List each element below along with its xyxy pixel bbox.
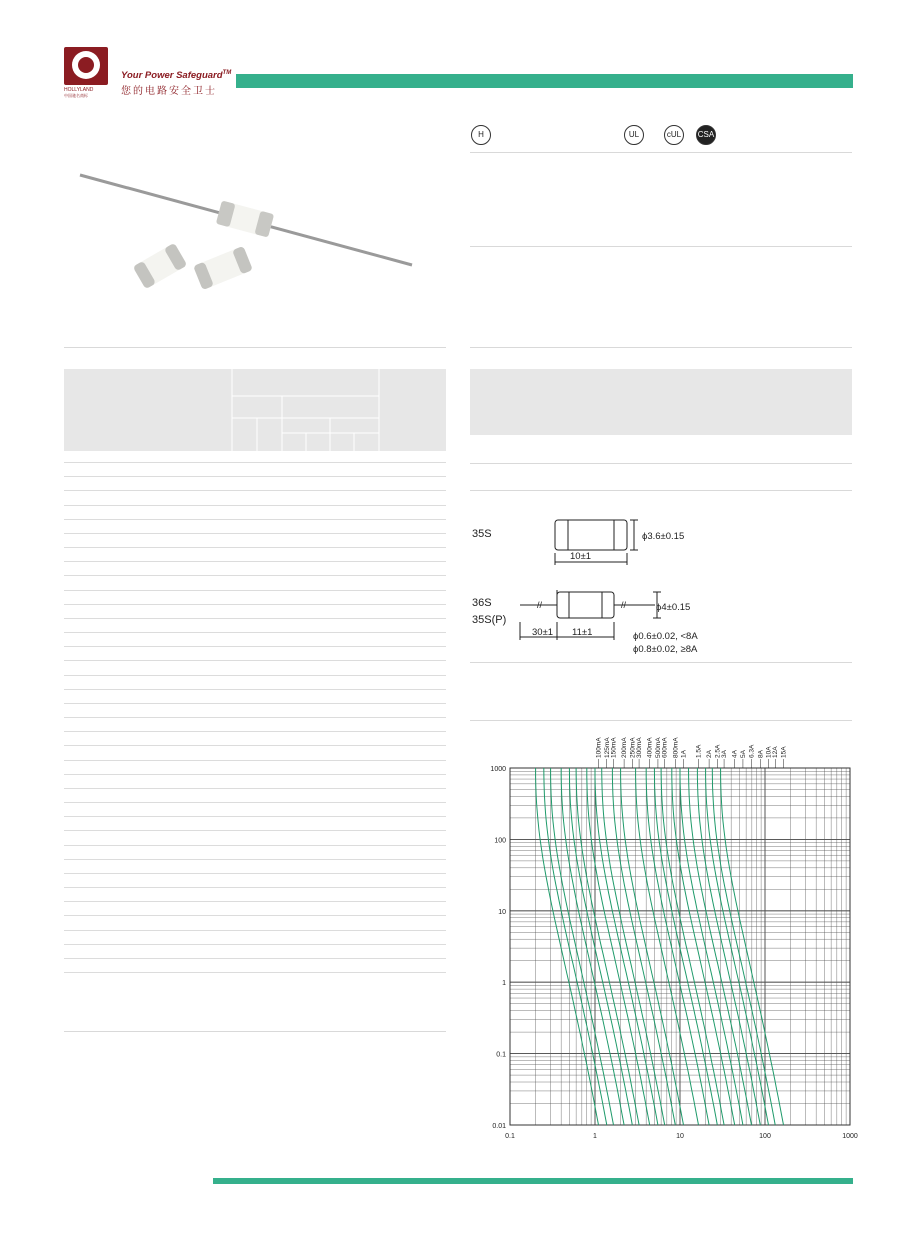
fuse-curve bbox=[721, 768, 784, 1125]
loose-fuse-2 bbox=[193, 246, 253, 290]
axial-fuse bbox=[216, 200, 274, 237]
divider bbox=[470, 720, 852, 721]
series-label: 250mA bbox=[629, 737, 637, 758]
hollyland-mark-icon: H bbox=[471, 125, 491, 145]
dim-36s-body: 11±1 bbox=[572, 627, 593, 638]
fuse-curve bbox=[602, 768, 665, 1125]
loose-fuse-1 bbox=[133, 243, 188, 290]
series-label: 2A bbox=[706, 750, 714, 758]
x-tick-label: 100 bbox=[759, 1133, 771, 1140]
series-label: 3A bbox=[721, 750, 729, 758]
series-label: 1.5A bbox=[695, 744, 703, 758]
product-photo bbox=[66, 155, 436, 315]
footer-accent-bar bbox=[213, 1178, 853, 1184]
spec-table-header bbox=[64, 369, 446, 451]
divider bbox=[470, 246, 852, 247]
fuse-curve bbox=[576, 768, 639, 1125]
fuse-curve bbox=[636, 768, 699, 1125]
series-label: 150mA bbox=[610, 737, 618, 758]
y-tick-label: 0.1 bbox=[496, 1051, 506, 1059]
series-label: 12A bbox=[772, 746, 780, 758]
svg-text://: // bbox=[537, 600, 543, 610]
brand-name: HOLLYLAND bbox=[64, 87, 94, 93]
series-label: 400mA bbox=[646, 737, 654, 758]
fuse-curve bbox=[689, 768, 752, 1125]
divider bbox=[64, 1031, 446, 1032]
csa-mark-icon: CSA bbox=[696, 125, 716, 145]
dim-lead-dia-2: ϕ0.8±0.02, ≥8A bbox=[633, 644, 698, 655]
series-label: 2.5A bbox=[714, 744, 722, 758]
part-label-35s: 35S bbox=[472, 528, 492, 540]
series-label: 1A bbox=[680, 750, 688, 758]
logo-emblem bbox=[72, 51, 100, 79]
series-label: 125mA bbox=[603, 737, 611, 758]
fuse-curve bbox=[712, 768, 775, 1125]
series-label: 5A bbox=[739, 750, 747, 758]
brand-logo bbox=[64, 47, 108, 85]
ul-mark-icon: UL bbox=[624, 125, 644, 145]
part-label-36s: 36S bbox=[472, 597, 492, 609]
cul-mark-icon: cUL bbox=[664, 125, 684, 145]
dim-35s-length: 10±1 bbox=[570, 551, 592, 562]
series-label: 800mA bbox=[672, 737, 680, 758]
header-accent-bar bbox=[236, 74, 853, 88]
divider bbox=[470, 490, 852, 491]
dim-35s-diameter: ϕ3.6±0.15 bbox=[642, 531, 685, 542]
divider bbox=[470, 463, 852, 464]
x-tick-label: 0.1 bbox=[505, 1133, 515, 1140]
divider bbox=[470, 662, 852, 663]
series-label: 600mA bbox=[661, 737, 669, 758]
spec-table-rows bbox=[64, 462, 446, 972]
part-label-35sp: 35S(P) bbox=[472, 614, 507, 626]
divider bbox=[64, 347, 446, 348]
y-tick-label: 1 bbox=[502, 980, 506, 988]
rating-table-header bbox=[470, 369, 852, 435]
x-tick-label: 1000 bbox=[842, 1133, 858, 1140]
fuse-curve bbox=[672, 768, 735, 1125]
svg-text://: // bbox=[621, 600, 627, 610]
tagline-cn: 您的电路安全卫士 bbox=[121, 86, 217, 97]
dim-lead-dia-1: ϕ0.6±0.02, <8A bbox=[633, 631, 698, 642]
series-label: 300mA bbox=[636, 737, 644, 758]
series-label: 500mA bbox=[654, 737, 662, 758]
tagline: Your Power Safeguard™ bbox=[121, 70, 232, 82]
series-label: 6.3A bbox=[748, 744, 756, 758]
dim-36s-diameter: ϕ4±0.15 bbox=[656, 602, 691, 613]
x-tick-label: 1 bbox=[593, 1133, 597, 1140]
divider bbox=[470, 347, 852, 348]
brand-cn: 中国驰名商标 bbox=[64, 93, 88, 98]
series-label: 200mA bbox=[621, 737, 629, 758]
series-label: 100mA bbox=[595, 737, 603, 758]
fuse-curve bbox=[680, 768, 743, 1125]
dim-36s-lead: 30±1 bbox=[532, 627, 554, 638]
series-label: 4A bbox=[731, 750, 739, 758]
y-tick-label: 10 bbox=[498, 908, 506, 916]
series-label: 8A bbox=[757, 750, 765, 758]
series-label: 10A bbox=[765, 746, 773, 758]
drawing-35s bbox=[540, 515, 650, 567]
time-current-chart bbox=[470, 728, 865, 1148]
series-label: 15A bbox=[780, 746, 788, 758]
x-tick-label: 10 bbox=[676, 1133, 684, 1140]
y-tick-label: 0.01 bbox=[492, 1123, 506, 1130]
divider bbox=[470, 152, 852, 153]
y-tick-label: 100 bbox=[494, 837, 506, 845]
y-tick-label: 1000 bbox=[490, 766, 506, 773]
